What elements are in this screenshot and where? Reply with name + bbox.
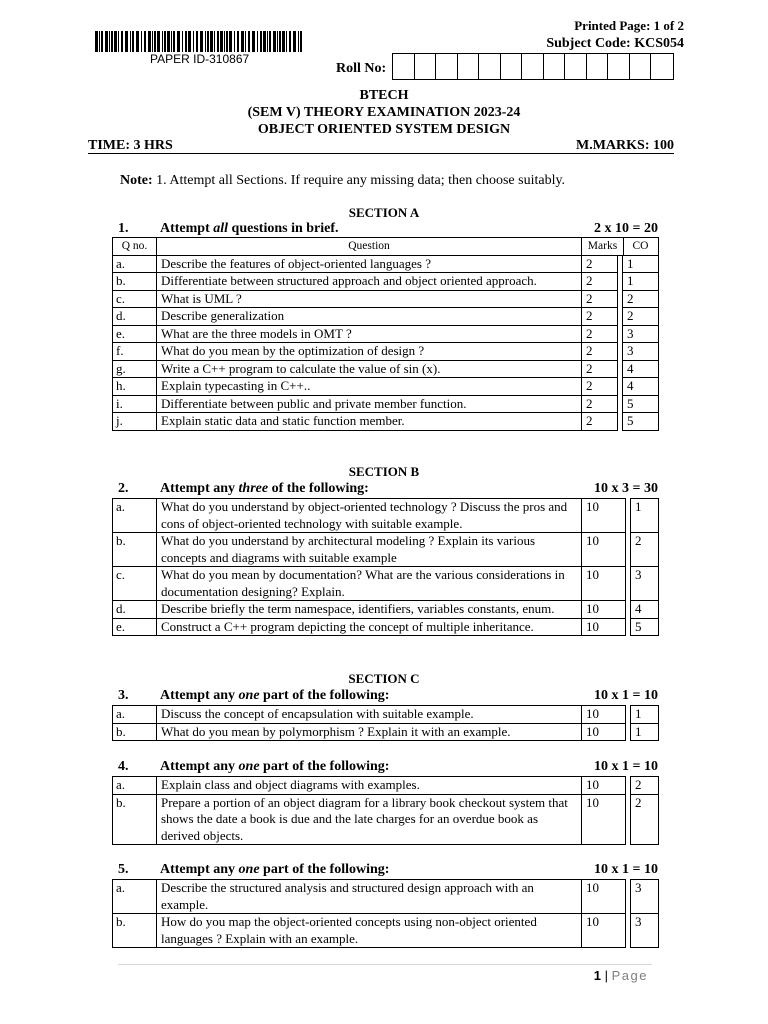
- question-co: 1: [631, 706, 659, 724]
- question-5-marks: 10 x 1 = 10: [594, 862, 658, 877]
- roll-number-box: [415, 54, 437, 79]
- question-1-instruction: Attempt all questions in brief.: [160, 221, 339, 236]
- question-5-instruction: Attempt any one part of the following:: [160, 862, 390, 877]
- question-co: 3: [631, 567, 659, 601]
- question-co: 5: [623, 413, 659, 431]
- question-text: What do you mean by documentation? What are the various considerations in documentation designing? Explain.: [157, 567, 582, 601]
- question-label: b.: [113, 273, 157, 291]
- roll-number-box: [522, 54, 544, 79]
- question-4-instruction: Attempt any one part of the following:: [160, 759, 390, 774]
- column-header-co: CO: [632, 240, 649, 252]
- question-marks: 10: [582, 914, 626, 948]
- question-marks: 10: [582, 601, 626, 619]
- question-co: 2: [623, 308, 659, 326]
- question-text: Explain class and object diagrams with examples.: [157, 777, 582, 795]
- question-row: [113, 706, 659, 724]
- exam-time: TIME: 3 HRS: [88, 138, 173, 153]
- question-marks: 2: [582, 273, 618, 291]
- question-marks: 10: [582, 777, 626, 795]
- question-label: h.: [113, 378, 157, 396]
- question-text: What do you understand by object-oriented technology ? Discuss the pros and cons of object-oriented technology with suitable example.: [157, 499, 582, 533]
- question-co: 1: [631, 723, 659, 741]
- question-text: Prepare a portion of an object diagram for a library book checkout system that shows the date a book is due and the late charges for an overdue book as derived objects.: [157, 794, 582, 845]
- question-row: [113, 880, 659, 914]
- question-label: a.: [113, 706, 157, 724]
- question-label: j.: [113, 413, 157, 431]
- question-text: Describe generalization: [157, 308, 582, 326]
- question-row: [113, 343, 659, 361]
- question-1-number: 1.: [118, 221, 129, 236]
- question-text: Explain typecasting in C++..: [157, 378, 582, 396]
- question-2-number: 2.: [118, 481, 129, 496]
- roll-number-box: [436, 54, 458, 79]
- footer-divider: [118, 964, 652, 965]
- subject-code: Subject Code: KCS054: [546, 36, 684, 51]
- question-marks: 10: [582, 723, 626, 741]
- question-co: 4: [623, 360, 659, 378]
- roll-number-box: [630, 54, 652, 79]
- roll-number-box: [651, 54, 673, 79]
- question-label: a.: [113, 255, 157, 273]
- page-separator: |: [601, 968, 612, 983]
- question-co: 1: [631, 499, 659, 533]
- roll-number-box: [608, 54, 630, 79]
- question-5-number: 5.: [118, 862, 129, 877]
- column-header-qno: Q no.: [113, 238, 157, 256]
- question-row: [113, 290, 659, 308]
- question-marks: 2: [582, 325, 618, 343]
- question-co: 5: [623, 395, 659, 413]
- printed-page: Printed Page: 1 of 2: [574, 18, 684, 33]
- question-text: What is UML ?: [157, 290, 582, 308]
- roll-number-boxes: [392, 53, 674, 80]
- section-a-title: SECTION A: [348, 205, 420, 220]
- roll-number-label: Roll No:: [336, 61, 387, 76]
- page-footer: [594, 968, 648, 983]
- question-text: What do you mean by the optimization of design ?: [157, 343, 582, 361]
- question-marks: 2: [582, 343, 618, 361]
- roll-number-box: [479, 54, 501, 79]
- question-text: Describe the features of object-oriented languages ?: [157, 255, 582, 273]
- question-label: f.: [113, 343, 157, 361]
- section-c-title: SECTION C: [348, 671, 420, 686]
- question-row: [113, 360, 659, 378]
- question-3-table: [112, 705, 659, 741]
- question-marks: 10: [582, 533, 626, 567]
- question-marks: 10: [582, 499, 626, 533]
- max-marks: M.MARKS: 100: [576, 138, 674, 153]
- question-row: [113, 914, 659, 948]
- question-marks: 10: [582, 794, 626, 845]
- roll-number-box: [393, 54, 415, 79]
- question-text: Discuss the concept of encapsulation with suitable example.: [157, 706, 582, 724]
- paper-id: PAPER ID-310867: [150, 52, 250, 66]
- question-co: 2: [631, 794, 659, 845]
- question-co: 2: [623, 290, 659, 308]
- question-2-instruction: Attempt any three of the following:: [160, 481, 369, 496]
- question-row: [113, 533, 659, 567]
- question-label: c.: [113, 567, 157, 601]
- question-label: d.: [113, 308, 157, 326]
- question-marks: 10: [582, 618, 626, 636]
- column-header-marks: Marks: [583, 238, 624, 255]
- question-marks: 2: [582, 413, 618, 431]
- page-word: Page: [611, 968, 648, 983]
- roll-number-box: [565, 54, 587, 79]
- question-row: [113, 413, 659, 431]
- barcode-image: [95, 31, 305, 52]
- question-label: a.: [113, 777, 157, 795]
- question-label: b.: [113, 723, 157, 741]
- question-text: Differentiate between structured approach and object oriented approach.: [157, 273, 582, 291]
- question-row: [113, 601, 659, 619]
- question-text: Explain static data and static function member.: [157, 413, 582, 431]
- column-header-marks-co: [582, 238, 659, 256]
- exam-title: (SEM V) THEORY EXAMINATION 2023-24: [247, 105, 521, 120]
- roll-number-box: [587, 54, 609, 79]
- question-label: b.: [113, 794, 157, 845]
- question-label: e.: [113, 618, 157, 636]
- question-co: 4: [623, 378, 659, 396]
- question-3-marks: 10 x 1 = 10: [594, 688, 658, 703]
- roll-number-box: [501, 54, 523, 79]
- question-co: 3: [623, 325, 659, 343]
- roll-number-box: [458, 54, 480, 79]
- question-5-table: [112, 879, 659, 948]
- question-label: a.: [113, 880, 157, 914]
- question-4-table: [112, 776, 659, 845]
- column-header-question: Question: [157, 238, 582, 256]
- question-co: 1: [623, 255, 659, 273]
- question-text: How do you map the object-oriented concepts using non-object oriented languages ? Explain with an example.: [157, 914, 582, 948]
- question-3-number: 3.: [118, 688, 129, 703]
- question-row: [113, 395, 659, 413]
- course-title: OBJECT ORIENTED SYSTEM DESIGN: [257, 122, 511, 137]
- question-row: [113, 723, 659, 741]
- exam-note: Note: 1. Attempt all Sections. If require any missing data; then choose suitably.: [120, 173, 566, 188]
- question-marks: 2: [582, 308, 618, 326]
- question-text: Differentiate between public and private member function.: [157, 395, 582, 413]
- question-co: 3: [631, 880, 659, 914]
- question-row: [113, 378, 659, 396]
- question-label: d.: [113, 601, 157, 619]
- question-2-marks: 10 x 3 = 30: [594, 481, 658, 496]
- section-a-table: [112, 237, 659, 431]
- table-header-row: [113, 238, 659, 256]
- question-label: g.: [113, 360, 157, 378]
- question-co: 1: [623, 273, 659, 291]
- question-row: [113, 618, 659, 636]
- question-label: e.: [113, 325, 157, 343]
- question-co: 3: [631, 914, 659, 948]
- question-label: c.: [113, 290, 157, 308]
- question-3-instruction: Attempt any one part of the following:: [160, 688, 390, 703]
- question-co: 3: [623, 343, 659, 361]
- roll-number-box: [544, 54, 566, 79]
- question-row: [113, 794, 659, 845]
- question-1-marks: 2 x 10 = 20: [594, 221, 658, 236]
- question-marks: 10: [582, 567, 626, 601]
- question-label: a.: [113, 499, 157, 533]
- question-marks: 2: [582, 290, 618, 308]
- question-text: What are the three models in OMT ?: [157, 325, 582, 343]
- question-text: What do you understand by architectural modeling ? Explain its various concepts and diagrams with suitable example: [157, 533, 582, 567]
- question-text: Describe the structured analysis and structured design approach with an example.: [157, 880, 582, 914]
- question-label: i.: [113, 395, 157, 413]
- question-co: 2: [631, 533, 659, 567]
- question-text: Construct a C++ program depicting the concept of multiple inheritance.: [157, 618, 582, 636]
- question-co: 4: [631, 601, 659, 619]
- page-number: 1: [593, 968, 602, 983]
- question-row: [113, 777, 659, 795]
- question-4-marks: 10 x 1 = 10: [594, 759, 658, 774]
- question-text: What do you mean by polymorphism ? Explain it with an example.: [157, 723, 582, 741]
- question-row: [113, 499, 659, 533]
- question-marks: 2: [582, 395, 618, 413]
- question-label: b.: [113, 914, 157, 948]
- degree-title: BTECH: [359, 88, 409, 103]
- question-text: Describe briefly the term namespace, identifiers, variables constants, enum.: [157, 601, 582, 619]
- question-row: [113, 325, 659, 343]
- question-marks: 2: [582, 360, 618, 378]
- question-4-number: 4.: [118, 759, 129, 774]
- question-co: 5: [631, 618, 659, 636]
- question-marks: 2: [582, 255, 618, 273]
- question-row: [113, 567, 659, 601]
- question-label: b.: [113, 533, 157, 567]
- header-divider: [88, 153, 674, 154]
- question-text: Write a C++ program to calculate the value of sin (x).: [157, 360, 582, 378]
- question-marks: 2: [582, 378, 618, 396]
- section-b-table: [112, 498, 659, 636]
- question-row: [113, 308, 659, 326]
- question-co: 2: [631, 777, 659, 795]
- question-row: [113, 273, 659, 291]
- question-marks: 10: [582, 880, 626, 914]
- question-row: [113, 255, 659, 273]
- question-marks: 10: [582, 706, 626, 724]
- section-b-title: SECTION B: [348, 464, 420, 479]
